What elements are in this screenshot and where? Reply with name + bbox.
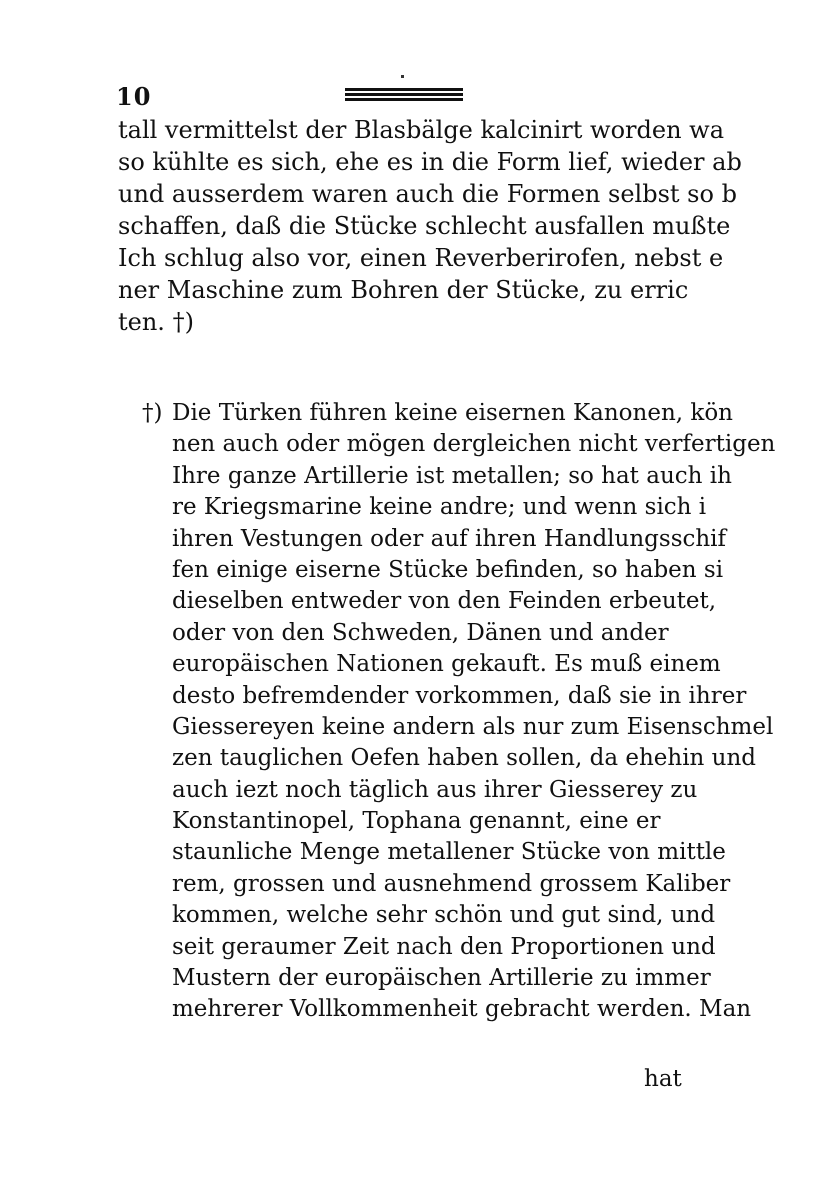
footnote-line-text: zen tauglichen Oefen haben sollen, da ehehin und [172,745,757,772]
head-ornament-dot [401,75,404,78]
text-line: und ausserdem waren auch die Formen selbst so b [118,180,737,208]
footnote-marker: †) [142,400,163,426]
footnote-line-text: ihren Vestungen oder auf ihren Handlungsschif [172,525,727,552]
footnote-line [142,932,716,963]
footnote-line [142,586,717,617]
footnote-line [142,900,716,931]
head-rule [345,88,463,103]
page-number: 10 [116,82,152,111]
footnote-line-text: Giessereyen keine andern als nur zum Eisenschmel [172,713,774,740]
head-rule-line [345,93,463,96]
footnote-line [142,963,711,994]
head-rule-line [345,98,463,101]
footnote-line [142,492,707,523]
text-line: ner Maschine zum Bohren der Stücke, zu erric [118,276,689,304]
footnote-line [142,429,776,460]
text-line: tall vermittelst der Blasbälge kalcinirt worden wa [118,116,724,144]
footnote-line [142,398,733,429]
footnote-line-text: re Kriegsmarine keine andre; und wenn sich i [172,494,707,521]
catchword: hat [644,1066,682,1092]
footnote-line [142,618,694,649]
footnote-line [142,681,747,712]
text-line: Ich schlug also vor, einen Reverberirofen, nebst e [118,244,724,272]
footnote-line-text: oder von den Schweden, Dänen und ander [172,619,669,646]
text-line: so kühlte es sich, ehe es in die Form lief, wieder ab [118,148,742,176]
footnote-line [142,775,698,806]
footnote-line-text: europäischen Nationen gekauft. Es muß einem [172,651,721,678]
footnote-line-text: Mustern der europäischen Artillerie zu immer [172,965,711,992]
footnote-line-text: nen auch oder mögen dergleichen nicht verfertigen [172,431,776,458]
footnote-line [142,524,727,555]
text-line: schaffen, daß die Stücke schlecht ausfallen mußte [118,212,731,240]
footnote-line-text: desto befremdender vorkommen, daß sie in ihrer [172,682,747,709]
footnote-line-text: fen einige eiserne Stücke befinden, so haben si [172,556,724,583]
footnote-line [142,837,726,868]
main-text [118,114,742,338]
footnote-line [142,869,731,900]
footnote-line [142,806,694,837]
footnote [142,398,776,1026]
footnote-line-text: mehrerer Vollkommenheit gebracht werden. Man [172,996,752,1023]
footnote-line-text: seit geraumer Zeit nach den Proportionen und [172,933,716,960]
footnote-line-text: rem, grossen und ausnehmend grossem Kaliber [172,870,731,897]
footnote-line-text: dieselben entweder von den Feinden erbeutet, [172,588,717,615]
footnote-line [142,555,724,586]
footnote-line-text: kommen, welche sehr schön und gut sind, und [172,902,716,929]
text-line: ten. †) [118,308,194,336]
footnote-line [142,649,721,680]
footnote-line [142,712,774,743]
footnote-line [142,994,752,1025]
footnote-line [142,461,732,492]
head-rule-line [345,88,463,91]
footnote-line-text: Konstantinopel, Tophana genannt, eine er [172,808,661,835]
footnote-line-text: Die Türken führen keine eisernen Kanonen, kön [172,400,733,426]
footnote-line-text: auch iezt noch täglich aus ihrer Giesserey zu [172,776,698,803]
footnote-line-text: Ihre ganze Artillerie ist metallen; so hat auch ih [172,462,732,489]
footnote-line [142,743,757,774]
footnote-line-text: staunliche Menge metallener Stücke von mittle [172,839,726,866]
